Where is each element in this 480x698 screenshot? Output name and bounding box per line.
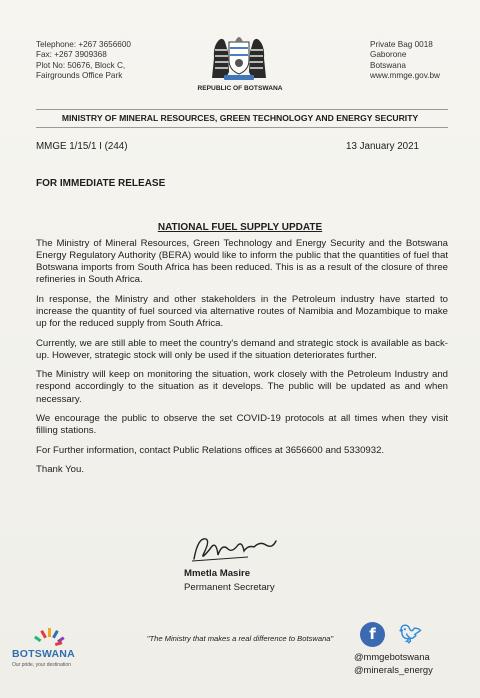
reference-number: MMGE 1/15/1 I (244) xyxy=(36,141,128,152)
document-heading: NATIONAL FUEL SUPPLY UPDATE xyxy=(157,222,323,233)
coat-of-arms-icon xyxy=(204,28,274,82)
contact-line: Private Bag 0018 xyxy=(370,40,433,49)
header-rule-top xyxy=(36,109,448,110)
body-paragraph: Currently, we are still able to meet the country's demand and strategic stock is available as back-up. However, strategic stock will only be used if the situation deteriorates further. xyxy=(36,337,448,361)
facebook-icon[interactable]: f xyxy=(360,622,385,647)
handwritten-signature xyxy=(188,531,280,565)
contact-details-left xyxy=(36,40,131,82)
signatory-name: Mmetla Masire xyxy=(184,568,251,579)
body-paragraph: For Further information, contact Public Relations offices at 3656600 and 5330932. xyxy=(36,444,385,456)
closing-line: Thank You. xyxy=(36,464,85,476)
body-paragraph: We encourage the public to observe the set COVID-19 protocols at all times when they visit filling stations. xyxy=(36,413,448,437)
header-rule-bottom xyxy=(36,127,448,128)
republic-label: REPUBLIC OF BOTSWANA xyxy=(197,85,283,92)
contact-line: Fairgrounds Office Park xyxy=(36,71,123,81)
ministry-name: MINISTRY OF MINERAL RESOURCES, GREEN TECHNOLOGY AND ENERGY SECURITY xyxy=(61,113,419,123)
letter-date: 13 January 2021 xyxy=(346,141,419,152)
body-paragraph: The Ministry will keep on monitoring the situation, work closely with the Petroleum Industry and respond accordingly to the situation as it develops. The public will be updated as and when necessary. xyxy=(36,369,448,405)
website-link[interactable]: www.mmge.gov.bw xyxy=(370,71,440,81)
body-paragraph: In response, the Ministry and other stakeholders in the Petroleum industry have started to increase the quantity of fuel sourced via alternative routes of Namibia and Mozambique to make up for the reduced supply from South Africa. xyxy=(36,293,448,330)
document-body xyxy=(36,238,448,477)
contact-line: Botswana xyxy=(370,60,406,70)
signatory-title: Permanent Secretary xyxy=(184,582,275,593)
contact-line: Telephone: +267 3656600 xyxy=(36,40,131,49)
release-label: FOR IMMEDIATE RELEASE xyxy=(36,178,166,189)
twitter-icon[interactable]: 🐦︎ xyxy=(399,624,422,645)
facebook-handle[interactable]: @mmgebotswana xyxy=(354,651,430,662)
brand-tagline: Our pride, your destination xyxy=(12,662,71,668)
twitter-handle[interactable]: @minerals_energy xyxy=(354,664,433,675)
ministry-slogan: "The Ministry that makes a real difference to Botswana" xyxy=(146,634,334,643)
contact-details-right xyxy=(370,40,440,82)
contact-line: Fax: +267 3909368 xyxy=(36,50,107,60)
brand-wordmark: BOTSWANA xyxy=(12,648,75,660)
contact-line: Plot No: 50676, Block C, xyxy=(36,60,126,70)
contact-line: Gaborone xyxy=(370,50,407,60)
body-paragraph: The Ministry of Mineral Resources, Green Technology and Energy Security and the Botswana Energy Regulatory Authority (BERA) would like to inform the public that the quantities of fuel that Botswana imports from South Africa has been reduced. This is as a result of the closure of three refineries in South Africa. xyxy=(36,238,448,286)
